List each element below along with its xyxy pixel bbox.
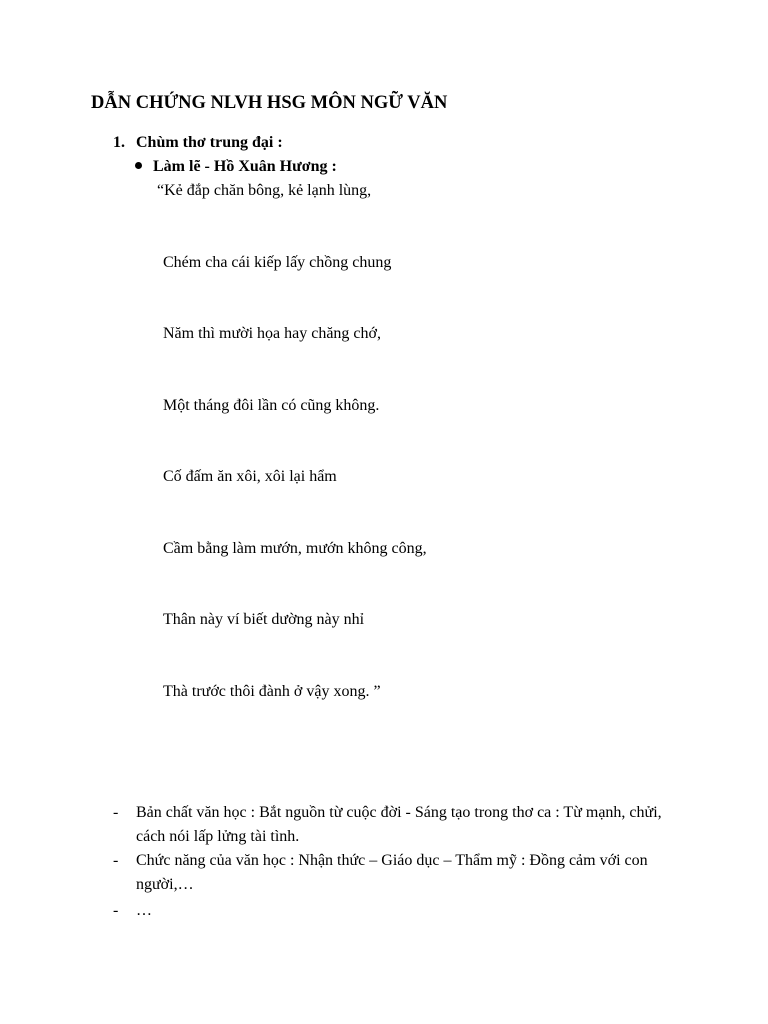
poem-line: Một tháng đôi lần có cũng không. — [163, 397, 380, 414]
bullet-dot-icon — [135, 162, 142, 169]
dash-item-text: Bản chất văn học : Bắt nguồn từ cuộc đời - Sáng tạo trong thơ ca : Từ mạnh, chửi, cách nói lấp lửng tài tình. — [136, 804, 662, 845]
poem-line: Chém cha cái kiếp lấy chồng chung — [163, 254, 392, 271]
dash-list-item — [113, 899, 688, 923]
document-title: DẪN CHỨNG NLVH HSG MÔN NGỮ VĂN — [91, 93, 448, 113]
poem-line: Cố đấm ăn xôi, xôi lại hẩm — [163, 468, 337, 485]
poem-line: Thà trước thôi đành ở vậy xong. ” — [163, 683, 381, 700]
dash-marker: - — [113, 902, 119, 919]
dash-item-text: Chức năng của văn học : Nhận thức – Giáo dục – Thẩm mỹ : Đồng cảm với con người,… — [136, 852, 648, 893]
bullet-label: Làm lẽ - Hồ Xuân Hương : — [153, 158, 337, 175]
dash-marker: - — [113, 804, 119, 821]
poem-line: Năm thì mười họa hay chăng chớ, — [163, 325, 381, 342]
dash-marker: - — [113, 852, 119, 869]
section-heading-text: Chùm thơ trung đại : — [136, 134, 283, 151]
poem-line: “Kẻ đắp chăn bông, kẻ lạnh lùng, — [157, 182, 372, 199]
poem-line: Cầm bằng làm mướn, mướn không công, — [163, 540, 427, 557]
poem-line: Thân này ví biết dường này nhỉ — [163, 611, 365, 628]
dash-item-text: … — [136, 902, 152, 919]
dash-list-item — [113, 849, 688, 897]
section-number: 1. — [113, 134, 125, 151]
section-heading — [113, 134, 283, 152]
bullet-item — [135, 158, 337, 176]
dash-list-item — [113, 801, 688, 849]
